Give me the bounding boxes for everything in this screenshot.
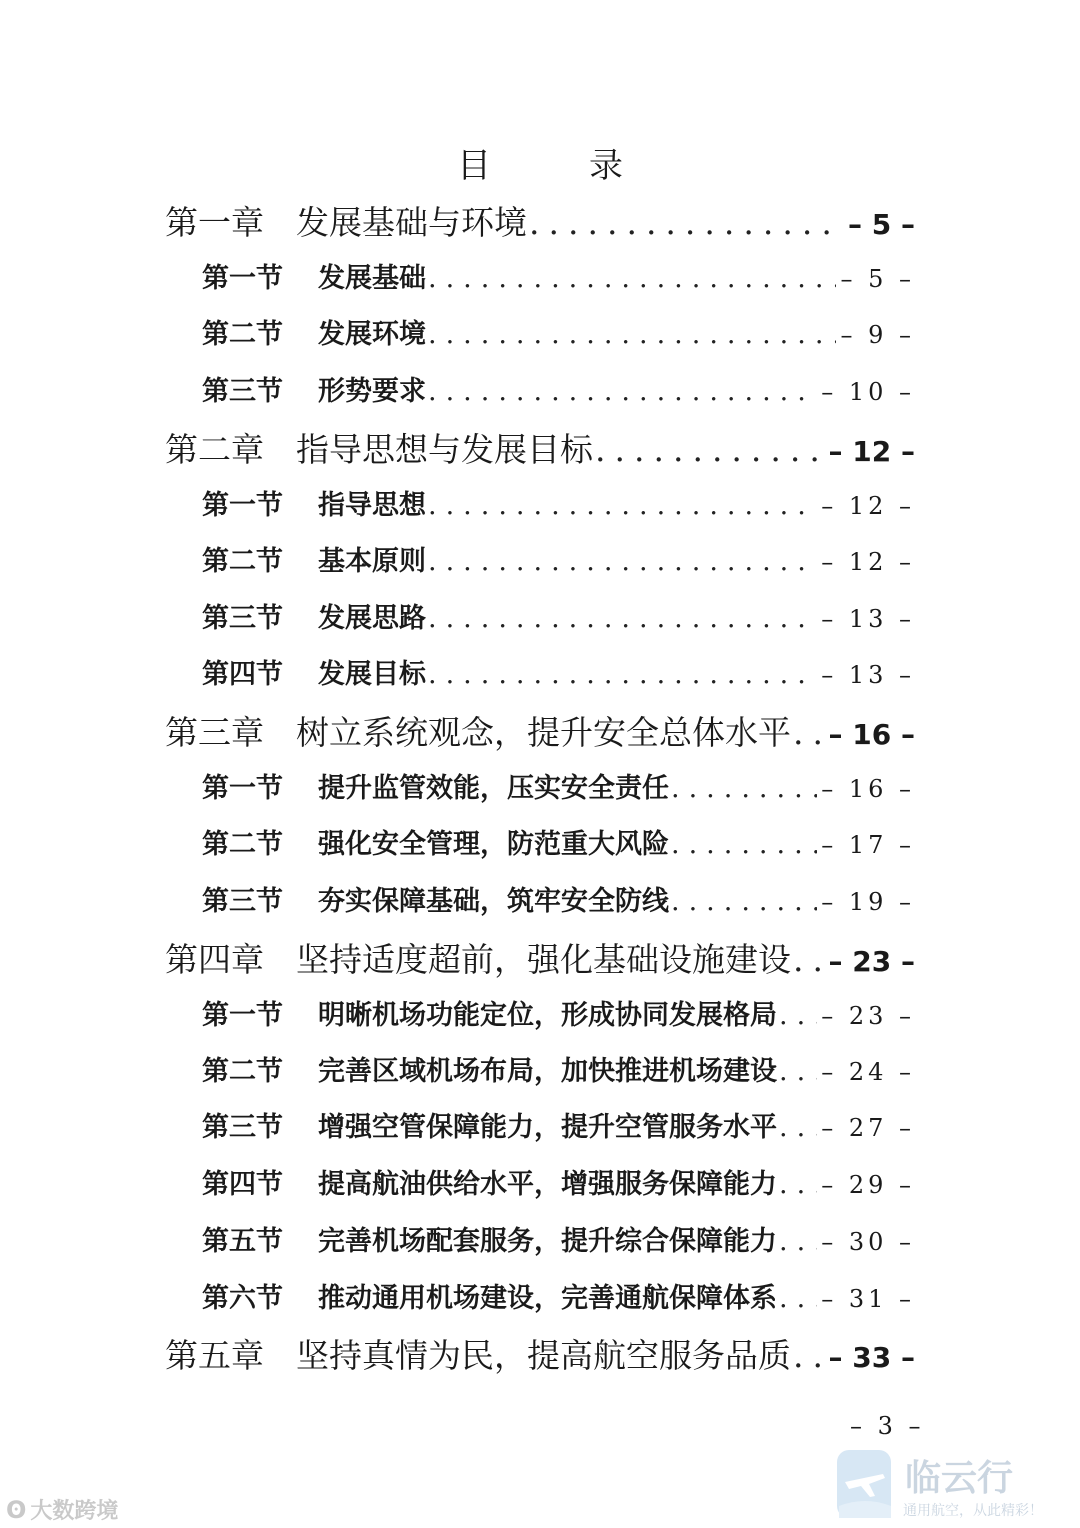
toc-entry-page: – 33 – <box>828 1341 915 1374</box>
watermark-right-slogan: 通用航空，从此精彩！ <box>903 1503 1043 1519</box>
toc-entry-number: 第四节 <box>202 1169 283 1200</box>
toc-chapter-entry[interactable] <box>165 197 915 244</box>
toc-entry-page: – 12 – <box>821 548 915 576</box>
toc-entry-number: 第四章 <box>165 940 264 979</box>
toc-entry-title: 提高航油供给水平，增强服务保障能力 <box>318 1169 777 1200</box>
watermark-right-brand: 临云行 <box>905 1458 1014 1499</box>
toc-entry-title: 发展思路 <box>318 603 426 634</box>
toc-dot-leader <box>793 1336 825 1375</box>
toc-dot-leader <box>779 1056 817 1087</box>
toc-section-entry[interactable] <box>202 1162 915 1201</box>
toc-entry-title: 强化安全管理，防范重大风险 <box>318 829 669 860</box>
toc-entry-title: 明晰机场功能定位，形成协同发展格局 <box>318 1000 777 1031</box>
toc-entry-page: – 16 – <box>828 718 915 751</box>
toc-section-entry[interactable] <box>202 539 915 578</box>
toc-entry-page: – 13 – <box>821 661 915 689</box>
toc-entry-page: – 23 – <box>828 945 915 978</box>
toc-dot-leader <box>671 829 817 860</box>
toc-entry-number: 第二章 <box>165 430 264 469</box>
toc-entry-title: 基本原则 <box>318 546 426 577</box>
toc-entry-number: 第一节 <box>202 773 283 804</box>
toc-dot-leader <box>779 1226 817 1257</box>
toc-dot-leader <box>671 886 817 917</box>
toc-entry-title: 推动通用机场建设，完善通航保障体系 <box>318 1283 777 1314</box>
toc-section-entry[interactable] <box>202 1049 915 1088</box>
toc-entry-page: – 13 – <box>821 605 915 633</box>
toc-dot-leader <box>428 376 817 407</box>
weibo-logo-icon: ʘ <box>6 1495 27 1524</box>
toc-entry-number: 第三节 <box>202 886 283 917</box>
toc-section-entry[interactable] <box>202 822 915 861</box>
toc-entry-title: 树立系统观念，提升安全总体水平 <box>296 713 791 752</box>
toc-entry-number: 第一节 <box>202 490 283 521</box>
toc-dot-leader <box>671 773 817 804</box>
toc-chapter-entry[interactable] <box>165 707 915 754</box>
toc-section-entry[interactable] <box>202 1219 915 1258</box>
toc-entry-number: 第一章 <box>165 203 264 242</box>
toc-dot-leader <box>779 1000 817 1031</box>
toc-dot-leader <box>428 659 817 690</box>
toc-entry-title: 完善机场配套服务，提升综合保障能力 <box>318 1226 777 1257</box>
watermark-left <box>6 1494 118 1525</box>
toc-entry-number: 第一节 <box>202 263 283 294</box>
toc-section-entry[interactable] <box>202 369 915 408</box>
toc-entry-page: – 30 – <box>821 1228 915 1256</box>
page-number: – 3 – <box>850 1412 925 1440</box>
toc-entry-number: 第三节 <box>202 1112 283 1143</box>
toc-entry-page: – 31 – <box>821 1285 915 1313</box>
toc-entry-title: 指导思想 <box>318 490 426 521</box>
toc-entry-title: 发展基础与环境 <box>296 203 527 242</box>
toc-entry-number: 第四节 <box>202 659 283 690</box>
toc-entry-page: – 23 – <box>821 1002 915 1030</box>
toc-entry-title: 发展环境 <box>318 319 426 350</box>
toc-entry-title: 坚持真情为民，提高航空服务品质 <box>296 1336 791 1375</box>
toc-section-entry[interactable] <box>202 312 915 351</box>
toc-chapter-entry[interactable] <box>165 1330 915 1377</box>
toc-entry-title: 指导思想与发展目标 <box>296 430 593 469</box>
toc-dot-leader <box>779 1112 817 1143</box>
toc-entry-title: 完善区域机场布局，加快推进机场建设 <box>318 1056 777 1087</box>
toc-section-entry[interactable] <box>202 596 915 635</box>
toc-entry-page: – 24 – <box>821 1058 915 1086</box>
toc-entry-page: – 5 – <box>840 265 915 293</box>
toc-chapter-entry[interactable] <box>165 934 915 981</box>
toc-entry-number: 第五章 <box>165 1336 264 1375</box>
toc-entry-number: 第一节 <box>202 1000 283 1031</box>
toc-section-entry[interactable] <box>202 483 915 522</box>
toc-entry-number: 第二节 <box>202 546 283 577</box>
toc-entry-number: 第三节 <box>202 376 283 407</box>
toc-dot-leader <box>428 603 817 634</box>
toc-section-entry[interactable] <box>202 766 915 805</box>
page-title: 目 录 <box>457 146 655 186</box>
toc-entry-page: – 9 – <box>840 321 915 349</box>
toc-entry-number: 第六节 <box>202 1283 283 1314</box>
toc-section-entry[interactable] <box>202 993 915 1032</box>
toc-entry-number: 第二节 <box>202 319 283 350</box>
toc-section-entry[interactable] <box>202 1105 915 1144</box>
toc-entry-page: – 27 – <box>821 1114 915 1142</box>
toc-dot-leader <box>779 1169 817 1200</box>
toc-entry-title: 形势要求 <box>318 376 426 407</box>
toc-entry-page: – 12 – <box>828 435 915 468</box>
toc-dot-leader <box>793 713 825 752</box>
toc-entry-title: 发展基础 <box>318 263 426 294</box>
toc-entry-number: 第三章 <box>165 713 264 752</box>
toc-entry-page: – 5 – <box>848 208 915 241</box>
toc-entry-number: 第二节 <box>202 829 283 860</box>
toc-entry-page: – 12 – <box>821 492 915 520</box>
toc-dot-leader <box>595 430 825 469</box>
toc-entry-title: 提升监管效能，压实安全责任 <box>318 773 669 804</box>
watermark-left-text: 大数跨境 <box>30 1499 119 1524</box>
toc-entry-page: – 19 – <box>821 888 915 916</box>
toc-dot-leader <box>529 203 841 242</box>
toc-entry-title: 夯实保障基础，筑牢安全防线 <box>318 886 669 917</box>
watermark-right <box>835 1448 1065 1523</box>
toc-entry-number: 第五节 <box>202 1226 283 1257</box>
toc-dot-leader <box>428 490 817 521</box>
toc-dot-leader <box>793 940 825 979</box>
toc-dot-leader <box>428 319 836 350</box>
toc-entry-title: 坚持适度超前，强化基础设施建设 <box>296 940 791 979</box>
toc-chapter-entry[interactable] <box>165 424 915 471</box>
toc-section-entry[interactable] <box>202 879 915 918</box>
toc-entry-number: 第二节 <box>202 1056 283 1087</box>
toc-entry-title: 增强空管保障能力，提升空管服务水平 <box>318 1112 777 1143</box>
toc-dot-leader <box>779 1283 817 1314</box>
toc-section-entry[interactable] <box>202 1276 915 1315</box>
toc-section-entry[interactable] <box>202 256 915 295</box>
toc-entry-page: – 17 – <box>821 831 915 859</box>
toc-entry-page: – 10 – <box>821 378 915 406</box>
toc-entry-page: – 29 – <box>821 1171 915 1199</box>
airplane-logo-icon <box>835 1448 895 1520</box>
toc-entry-title: 发展目标 <box>318 659 426 690</box>
toc-section-entry[interactable] <box>202 652 915 691</box>
toc-entry-number: 第三节 <box>202 603 283 634</box>
toc-dot-leader <box>428 263 836 294</box>
toc-dot-leader <box>428 546 817 577</box>
toc-entry-page: – 16 – <box>821 775 915 803</box>
